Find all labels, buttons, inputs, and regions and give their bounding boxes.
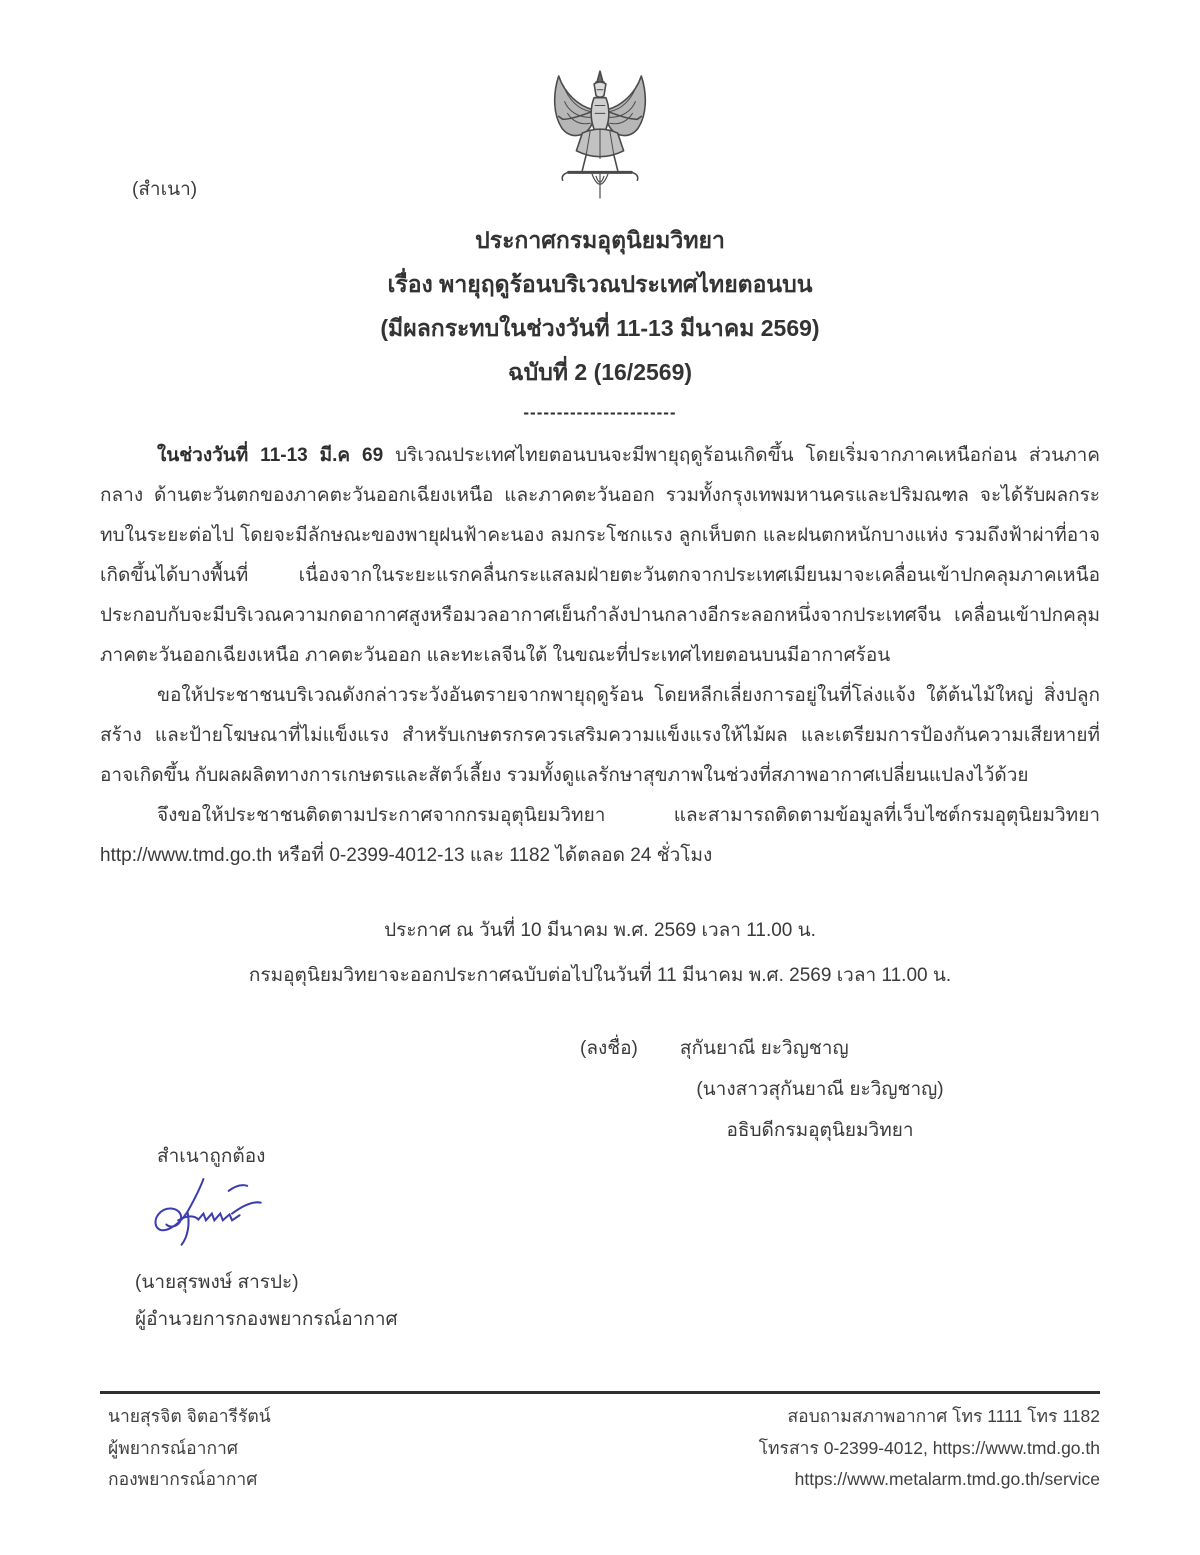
document-body (100, 436, 1100, 876)
announcement-dates (0, 908, 1200, 998)
document-subject: เรื่อง พายุฤดูร้อนบริเวณประเทศไทยตอนบน (387, 271, 813, 297)
separator-dashes: ----------------------- (523, 403, 677, 422)
forecaster-division: กองพยากรณ์อากาศ (108, 1469, 258, 1489)
paragraph-2: ขอให้ประชาชนบริเวณดังกล่าวระวังอันตรายจากพายุฤดูร้อน โดยหลีกเลี่ยงการอยู่ในที่โล่งแจ้ง ใต้ต้นไม้ใหญ่ สิ่งปลูกสร้าง และป้ายโฆษณาที่ไม่แข็งแรง สำหรับเกษตรกรควรเสริมความแข็งแรงให้ไม้ผล และเตรียมการป้องกันความเสียหายที่อาจเกิดขึ้น กับผลผลิตทางการเกษตรและสัตว์เลี้ยง รวมทั้งดูแลรักษาสุขภาพในช่วงที่สภาพอากาศเปลี่ยนแปลงไว้ด้วย (100, 685, 1100, 786)
signing-block (580, 1028, 1060, 1151)
signed-label: (ลงชื่อ) (580, 1038, 638, 1059)
announce-date-line: ประกาศ ณ วันที่ 10 มีนาคม พ.ศ. 2569 เวลา 11.00 น. (384, 920, 816, 941)
next-issue-line: กรมอุตุนิยมวิทยาจะออกประกาศฉบับต่อไปในวันที่ 11 มีนาคม พ.ศ. 2569 เวลา 11.00 น. (248, 965, 952, 986)
fax-and-website: โทรสาร 0-2399-4012, https://www.tmd.go.th (758, 1437, 1100, 1458)
certifier-name: (นายสุรพงษ์ สารปะ) (135, 1272, 299, 1293)
document-footer (100, 1391, 1100, 1496)
paragraph-3: จึงขอให้ประชาชนติดตามประกาศจากกรมอุตุนิยมวิทยา และสามารถติดตามข้อมูลที่เว็บไซต์กรมอุตุนิยมวิทยา http://www.tmd.go.th หรือที่ 0-2399-4012-13 และ 1182 ได้ตลอด 24 ชั่วโมง (100, 805, 1100, 866)
weather-hotline: สอบถามสภาพอากาศ โทร 1111 โทร 1182 (787, 1406, 1100, 1426)
paragraph-1-rest: บริเวณประเทศไทยตอนบนจะมีพายุฤดูร้อนเกิดขึ้น โดยเริ่มจากภาคเหนือก่อน ส่วนภาคกลาง ด้านตะวันตกของภาคตะวันออกเฉียงเหนือ และภาคตะวันออก รวมทั้งกรุงเทพมหานครและปริมณฑล จะได้รับผลกระทบในระยะต่อไป โดยจะมีลักษณะของพายุฝนฟ้าคะนอง ลมกระโชกแรง ลูกเห็บตก และฝนตกหนักบางแห่ง รวมถึงฟ้าผ่าที่อาจเกิดขึ้นได้บางพื้นที่ เนื่องจากในระยะแรกคลื่นกระแสลมฝ่ายตะวันตกจากประเทศเมียนมาจะเคลื่อนเข้าปกคลุมภาคเหนือ ประกอบกับจะมีบริเวณความกดอากาศสูงหรือมวลอากาศเย็นกำลังปานกลางอีกระลอกหนึ่งจากประเทศจีน เคลื่อนเข้าปกคลุมภาคตะวันออกเฉียงเหนือ ภาคตะวันออก และทะเลจีนใต้ ในขณะที่ประเทศไทยตอนบนมีอากาศร้อน (100, 445, 1100, 666)
paragraph-1 (100, 436, 1100, 676)
signed-row (580, 1028, 1060, 1069)
certifier-signature-icon (145, 1174, 277, 1254)
certification-block (135, 1144, 398, 1338)
document-header (0, 218, 1200, 422)
signer-fullname: (นางสาวสุกันยาณี ยะวิญชาญ) (696, 1079, 944, 1100)
document-title: ประกาศกรมอุตุนิยมวิทยา (475, 227, 725, 253)
metalarm-url: https://www.metalarm.tmd.go.th/service (794, 1469, 1100, 1489)
copy-label: (สำเนา) (132, 179, 198, 200)
footer-right-column (759, 1401, 1100, 1496)
forecaster-title: ผู้พยากรณ์อากาศ (108, 1437, 238, 1458)
footer-left-column (100, 1401, 271, 1496)
garuda-emblem (541, 68, 659, 206)
paragraph-1-lead: ในช่วงวันที่ 11-13 มี.ค 69 (157, 445, 384, 466)
signer-title: อธิบดีกรมอุตุนิยมวิทยา (726, 1120, 914, 1141)
certifier-title: ผู้อำนวยการกองพยากรณ์อากาศ (135, 1309, 398, 1330)
edition-number: ฉบับที่ 2 (16/2569) (507, 359, 693, 385)
forecaster-name: นายสุรจิต จิตอารีรัตน์ (108, 1406, 271, 1426)
garuda-emblem-icon (541, 68, 659, 206)
certified-copy-label: สำเนาถูกต้อง (157, 1146, 266, 1167)
signer-name: สุกันยาณี ยะวิญชาญ (679, 1038, 849, 1059)
effective-period: (มีผลกระทบในช่วงวันที่ 11-13 มีนาคม 2569) (380, 315, 820, 341)
